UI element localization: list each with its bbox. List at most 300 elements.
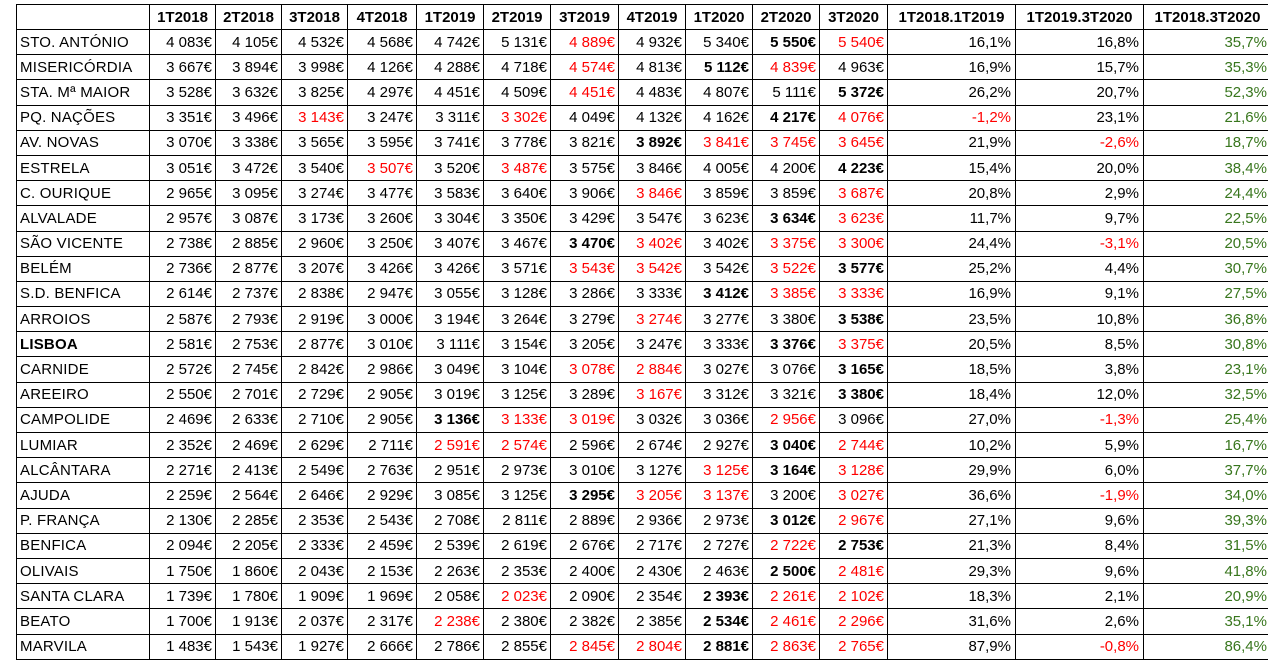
price-cell: 4 288€ bbox=[417, 55, 484, 80]
change-percent-cell: 24,4% bbox=[888, 231, 1016, 256]
price-cell: 2 543€ bbox=[348, 508, 417, 533]
price-cell: 2 459€ bbox=[348, 533, 417, 558]
price-cell: 4 200€ bbox=[753, 155, 820, 180]
price-cell: 2 352€ bbox=[150, 433, 216, 458]
price-cell: 3 125€ bbox=[484, 382, 551, 407]
change-percent-cell: 25,2% bbox=[888, 256, 1016, 281]
price-cell: 3 078€ bbox=[551, 357, 619, 382]
table-row bbox=[17, 634, 1268, 660]
change-percent-cell: 20,8% bbox=[888, 181, 1016, 206]
price-cell: 2 885€ bbox=[216, 231, 282, 256]
price-cell: 1 483€ bbox=[150, 634, 216, 660]
price-cell: 3 634€ bbox=[753, 206, 820, 231]
change-percent-cell: 12,0% bbox=[1016, 382, 1144, 407]
price-cell: 2 804€ bbox=[619, 634, 686, 660]
price-cell: 2 927€ bbox=[686, 433, 753, 458]
header-3t2019: 3T2019 bbox=[551, 5, 619, 30]
price-cell: 3 312€ bbox=[686, 382, 753, 407]
price-cell: 3 825€ bbox=[282, 80, 348, 105]
price-cell: 4 483€ bbox=[619, 80, 686, 105]
price-cell: 3 376€ bbox=[753, 332, 820, 357]
change-percent-cell: 2,1% bbox=[1016, 584, 1144, 609]
price-cell: 3 571€ bbox=[484, 256, 551, 281]
table-row bbox=[17, 206, 1268, 231]
header-1t2019: 1T2019 bbox=[417, 5, 484, 30]
price-cell: 2 534€ bbox=[686, 609, 753, 634]
price-cell: 3 200€ bbox=[753, 483, 820, 508]
price-cell: 2 094€ bbox=[150, 533, 216, 558]
change-percent-cell: 30,7% bbox=[1144, 256, 1268, 281]
price-cell: 3 467€ bbox=[484, 231, 551, 256]
price-cell: 3 375€ bbox=[753, 231, 820, 256]
price-cell: 3 496€ bbox=[216, 105, 282, 130]
parish-name-cell: AJUDA bbox=[17, 483, 150, 508]
price-cell: 2 986€ bbox=[348, 357, 417, 382]
price-cell: 2 881€ bbox=[686, 634, 753, 660]
price-cell: 2 905€ bbox=[348, 407, 417, 432]
price-cell: 3 528€ bbox=[150, 80, 216, 105]
price-cell: 4 083€ bbox=[150, 30, 216, 55]
change-percent-cell: 27,0% bbox=[888, 407, 1016, 432]
price-cell: 3 300€ bbox=[820, 231, 888, 256]
price-cell: 4 076€ bbox=[820, 105, 888, 130]
price-cell: 3 286€ bbox=[551, 281, 619, 306]
header-change-1t2018-1t2019: 1T2018.1T2019 bbox=[888, 5, 1016, 30]
price-cell: 2 633€ bbox=[216, 407, 282, 432]
price-cell: 3 380€ bbox=[820, 382, 888, 407]
change-percent-cell: 16,7% bbox=[1144, 433, 1268, 458]
price-cell: 3 019€ bbox=[417, 382, 484, 407]
change-percent-cell: 22,5% bbox=[1144, 206, 1268, 231]
price-cell: 3 128€ bbox=[820, 458, 888, 483]
price-cell: 3 127€ bbox=[619, 458, 686, 483]
table-row bbox=[17, 584, 1268, 609]
price-cell: 2 090€ bbox=[551, 584, 619, 609]
price-cell: 3 426€ bbox=[348, 256, 417, 281]
price-cell: 2 729€ bbox=[282, 382, 348, 407]
price-cell: 3 000€ bbox=[348, 307, 417, 332]
price-cell: 2 023€ bbox=[484, 584, 551, 609]
table-row bbox=[17, 256, 1268, 281]
price-cell: 3 302€ bbox=[484, 105, 551, 130]
price-cell: 4 574€ bbox=[551, 55, 619, 80]
header-4t2018: 4T2018 bbox=[348, 5, 417, 30]
price-cell: 2 285€ bbox=[216, 508, 282, 533]
table-row bbox=[17, 458, 1268, 483]
change-percent-cell: 36,6% bbox=[888, 483, 1016, 508]
price-cell: 2 957€ bbox=[150, 206, 216, 231]
header-corner bbox=[17, 5, 150, 30]
price-cell: 3 385€ bbox=[753, 281, 820, 306]
price-cell: 3 040€ bbox=[753, 433, 820, 458]
parish-name-cell: SÃO VICENTE bbox=[17, 231, 150, 256]
price-cell: 3 402€ bbox=[619, 231, 686, 256]
price-cell: 4 839€ bbox=[753, 55, 820, 80]
price-cell: 3 538€ bbox=[820, 307, 888, 332]
parish-name-cell: LISBOA bbox=[17, 332, 150, 357]
price-cell: 2 737€ bbox=[216, 281, 282, 306]
table-row bbox=[17, 533, 1268, 558]
price-cell: 4 126€ bbox=[348, 55, 417, 80]
change-percent-cell: 9,6% bbox=[1016, 508, 1144, 533]
price-cell: 3 027€ bbox=[820, 483, 888, 508]
price-cell: 3 821€ bbox=[551, 130, 619, 155]
price-cell: 2 838€ bbox=[282, 281, 348, 306]
table-row bbox=[17, 181, 1268, 206]
price-cell: 2 965€ bbox=[150, 181, 216, 206]
price-cell: 3 295€ bbox=[551, 483, 619, 508]
price-cell: 4 509€ bbox=[484, 80, 551, 105]
price-cell: 2 317€ bbox=[348, 609, 417, 634]
parish-name-cell: CAMPOLIDE bbox=[17, 407, 150, 432]
price-cell: 4 568€ bbox=[348, 30, 417, 55]
price-cell: 2 382€ bbox=[551, 609, 619, 634]
price-cell: 2 744€ bbox=[820, 433, 888, 458]
price-cell: 2 614€ bbox=[150, 281, 216, 306]
price-cell: 3 375€ bbox=[820, 332, 888, 357]
table-body bbox=[17, 30, 1268, 660]
change-percent-cell: 27,5% bbox=[1144, 281, 1268, 306]
price-cell: 1 913€ bbox=[216, 609, 282, 634]
price-cell: 2 877€ bbox=[282, 332, 348, 357]
price-cell: 2 701€ bbox=[216, 382, 282, 407]
price-cell: 2 333€ bbox=[282, 533, 348, 558]
table-row bbox=[17, 483, 1268, 508]
price-cell: 2 722€ bbox=[753, 533, 820, 558]
price-cell: 3 338€ bbox=[216, 130, 282, 155]
price-cell: 3 522€ bbox=[753, 256, 820, 281]
change-percent-cell: 86,4% bbox=[1144, 634, 1268, 660]
price-cell: 3 333€ bbox=[619, 281, 686, 306]
price-cell: 3 542€ bbox=[686, 256, 753, 281]
change-percent-cell: -0,8% bbox=[1016, 634, 1144, 660]
price-cell: 2 564€ bbox=[216, 483, 282, 508]
header-1t2018: 1T2018 bbox=[150, 5, 216, 30]
change-percent-cell: 23,5% bbox=[888, 307, 1016, 332]
change-percent-cell: 16,9% bbox=[888, 281, 1016, 306]
change-percent-cell: 2,9% bbox=[1016, 181, 1144, 206]
change-percent-cell: 18,4% bbox=[888, 382, 1016, 407]
change-percent-cell: 27,1% bbox=[888, 508, 1016, 533]
price-cell: 3 049€ bbox=[417, 357, 484, 382]
price-cell: 2 587€ bbox=[150, 307, 216, 332]
price-cell: 3 333€ bbox=[686, 332, 753, 357]
change-percent-cell: 87,9% bbox=[888, 634, 1016, 660]
table-row bbox=[17, 382, 1268, 407]
price-cell: 4 105€ bbox=[216, 30, 282, 55]
price-cell: 4 742€ bbox=[417, 30, 484, 55]
table-row bbox=[17, 30, 1268, 55]
change-percent-cell: 52,3% bbox=[1144, 80, 1268, 105]
price-cell: 2 259€ bbox=[150, 483, 216, 508]
price-cell: 3 351€ bbox=[150, 105, 216, 130]
change-percent-cell: -1,3% bbox=[1016, 407, 1144, 432]
table-row bbox=[17, 609, 1268, 634]
change-percent-cell: 18,3% bbox=[888, 584, 1016, 609]
price-cell: 3 741€ bbox=[417, 130, 484, 155]
price-cell: 2 973€ bbox=[484, 458, 551, 483]
change-percent-cell: -1,9% bbox=[1016, 483, 1144, 508]
price-cell: 2 786€ bbox=[417, 634, 484, 660]
price-cell: 3 477€ bbox=[348, 181, 417, 206]
price-cell: 3 205€ bbox=[619, 483, 686, 508]
price-cell: 2 863€ bbox=[753, 634, 820, 660]
header-2t2020: 2T2020 bbox=[753, 5, 820, 30]
price-cell: 3 274€ bbox=[282, 181, 348, 206]
table-row bbox=[17, 558, 1268, 583]
price-cell: 3 289€ bbox=[551, 382, 619, 407]
price-cell: 3 304€ bbox=[417, 206, 484, 231]
change-percent-cell: -3,1% bbox=[1016, 231, 1144, 256]
change-percent-cell: 10,2% bbox=[888, 433, 1016, 458]
header-change-1t2019-3t2020: 1T2019.3T2020 bbox=[1016, 5, 1144, 30]
price-cell: 2 745€ bbox=[216, 357, 282, 382]
table-row bbox=[17, 130, 1268, 155]
header-1t2020: 1T2020 bbox=[686, 5, 753, 30]
price-cell: 3 111€ bbox=[417, 332, 484, 357]
price-cell: 3 778€ bbox=[484, 130, 551, 155]
price-cell: 2 058€ bbox=[417, 584, 484, 609]
price-cell: 3 426€ bbox=[417, 256, 484, 281]
price-cell: 3 128€ bbox=[484, 281, 551, 306]
price-cell: 2 765€ bbox=[820, 634, 888, 660]
price-cell: 3 542€ bbox=[619, 256, 686, 281]
price-cell: 4 223€ bbox=[820, 155, 888, 180]
price-cell: 2 393€ bbox=[686, 584, 753, 609]
price-cell: 4 813€ bbox=[619, 55, 686, 80]
price-cell: 2 842€ bbox=[282, 357, 348, 382]
price-cell: 2 043€ bbox=[282, 558, 348, 583]
price-cell: 4 451€ bbox=[551, 80, 619, 105]
price-cell: 2 905€ bbox=[348, 382, 417, 407]
price-cell: 3 429€ bbox=[551, 206, 619, 231]
price-cell: 3 055€ bbox=[417, 281, 484, 306]
change-percent-cell: 10,8% bbox=[1016, 307, 1144, 332]
price-cell: 2 380€ bbox=[484, 609, 551, 634]
change-percent-cell: 38,4% bbox=[1144, 155, 1268, 180]
parish-name-cell: BENFICA bbox=[17, 533, 150, 558]
price-cell: 2 956€ bbox=[753, 407, 820, 432]
price-cell: 4 217€ bbox=[753, 105, 820, 130]
price-cell: 3 543€ bbox=[551, 256, 619, 281]
price-cell: 2 960€ bbox=[282, 231, 348, 256]
price-cell: 1 927€ bbox=[282, 634, 348, 660]
table-row bbox=[17, 231, 1268, 256]
change-percent-cell: 21,9% bbox=[888, 130, 1016, 155]
change-percent-cell: 29,9% bbox=[888, 458, 1016, 483]
table-row bbox=[17, 307, 1268, 332]
price-cell: 3 540€ bbox=[282, 155, 348, 180]
price-cell: 1 750€ bbox=[150, 558, 216, 583]
price-cell: 2 400€ bbox=[551, 558, 619, 583]
price-cell: 4 297€ bbox=[348, 80, 417, 105]
price-cell: 3 321€ bbox=[753, 382, 820, 407]
header-3t2018: 3T2018 bbox=[282, 5, 348, 30]
price-cell: 2 550€ bbox=[150, 382, 216, 407]
price-cell: 1 700€ bbox=[150, 609, 216, 634]
price-cell: 4 932€ bbox=[619, 30, 686, 55]
parish-name-cell: BELÉM bbox=[17, 256, 150, 281]
price-cell: 4 532€ bbox=[282, 30, 348, 55]
price-cell: 2 717€ bbox=[619, 533, 686, 558]
parish-name-cell: STA. Mª MAIOR bbox=[17, 80, 150, 105]
price-cell: 2 711€ bbox=[348, 433, 417, 458]
price-cell: 2 296€ bbox=[820, 609, 888, 634]
price-cell: 2 629€ bbox=[282, 433, 348, 458]
price-cell: 3 207€ bbox=[282, 256, 348, 281]
parish-name-cell: MISERICÓRDIA bbox=[17, 55, 150, 80]
price-cell: 2 710€ bbox=[282, 407, 348, 432]
price-cell: 2 884€ bbox=[619, 357, 686, 382]
table-row bbox=[17, 80, 1268, 105]
price-cell: 2 354€ bbox=[619, 584, 686, 609]
table-row bbox=[17, 508, 1268, 533]
price-cell: 2 430€ bbox=[619, 558, 686, 583]
price-cell: 2 936€ bbox=[619, 508, 686, 533]
price-cell: 5 550€ bbox=[753, 30, 820, 55]
change-percent-cell: 16,9% bbox=[888, 55, 1016, 80]
price-cell: 4 162€ bbox=[686, 105, 753, 130]
price-cell: 3 274€ bbox=[619, 307, 686, 332]
price-cell: 3 205€ bbox=[551, 332, 619, 357]
price-cell: 2 811€ bbox=[484, 508, 551, 533]
price-cell: 3 167€ bbox=[619, 382, 686, 407]
price-cell: 3 010€ bbox=[551, 458, 619, 483]
price-cell: 4 963€ bbox=[820, 55, 888, 80]
price-cell: 3 745€ bbox=[753, 130, 820, 155]
header-2t2018: 2T2018 bbox=[216, 5, 282, 30]
change-percent-cell: 30,8% bbox=[1144, 332, 1268, 357]
table-row bbox=[17, 407, 1268, 432]
change-percent-cell: 21,6% bbox=[1144, 105, 1268, 130]
price-cell: 2 666€ bbox=[348, 634, 417, 660]
price-cell: 2 037€ bbox=[282, 609, 348, 634]
parish-name-cell: OLIVAIS bbox=[17, 558, 150, 583]
price-cell: 3 125€ bbox=[484, 483, 551, 508]
change-percent-cell: 35,7% bbox=[1144, 30, 1268, 55]
price-cell: 3 194€ bbox=[417, 307, 484, 332]
change-percent-cell: 9,6% bbox=[1016, 558, 1144, 583]
price-cell: 2 708€ bbox=[417, 508, 484, 533]
parish-name-cell: SANTA CLARA bbox=[17, 584, 150, 609]
price-cell: 4 049€ bbox=[551, 105, 619, 130]
table-row bbox=[17, 155, 1268, 180]
header-row bbox=[17, 5, 1268, 30]
change-percent-cell: 5,9% bbox=[1016, 433, 1144, 458]
price-cell: 2 929€ bbox=[348, 483, 417, 508]
price-cell: 2 574€ bbox=[484, 433, 551, 458]
change-percent-cell: 24,4% bbox=[1144, 181, 1268, 206]
price-cell: 1 739€ bbox=[150, 584, 216, 609]
price-cell: 2 549€ bbox=[282, 458, 348, 483]
table-row bbox=[17, 105, 1268, 130]
price-cell: 3 311€ bbox=[417, 105, 484, 130]
price-cell: 2 102€ bbox=[820, 584, 888, 609]
price-cell: 3 894€ bbox=[216, 55, 282, 80]
change-percent-cell: 18,7% bbox=[1144, 130, 1268, 155]
parish-name-cell: ALCÂNTARA bbox=[17, 458, 150, 483]
parish-name-cell: S.D. BENFICA bbox=[17, 281, 150, 306]
price-cell: 3 575€ bbox=[551, 155, 619, 180]
price-cell: 2 674€ bbox=[619, 433, 686, 458]
price-cell: 2 263€ bbox=[417, 558, 484, 583]
price-cell: 2 385€ bbox=[619, 609, 686, 634]
price-cell: 2 738€ bbox=[150, 231, 216, 256]
price-cell: 2 951€ bbox=[417, 458, 484, 483]
price-cell: 3 260€ bbox=[348, 206, 417, 231]
price-cell: 3 547€ bbox=[619, 206, 686, 231]
price-cell: 2 877€ bbox=[216, 256, 282, 281]
price-cell: 4 889€ bbox=[551, 30, 619, 55]
parish-name-cell: C. OURIQUE bbox=[17, 181, 150, 206]
rent-price-table bbox=[16, 4, 1268, 660]
price-cell: 3 164€ bbox=[753, 458, 820, 483]
price-cell: 4 807€ bbox=[686, 80, 753, 105]
change-percent-cell: 31,6% bbox=[888, 609, 1016, 634]
change-percent-cell: 9,1% bbox=[1016, 281, 1144, 306]
change-percent-cell: 31,5% bbox=[1144, 533, 1268, 558]
change-percent-cell: 2,6% bbox=[1016, 609, 1144, 634]
price-cell: 4 005€ bbox=[686, 155, 753, 180]
price-cell: 5 131€ bbox=[484, 30, 551, 55]
change-percent-cell: -2,6% bbox=[1016, 130, 1144, 155]
price-cell: 3 333€ bbox=[820, 281, 888, 306]
price-cell: 2 130€ bbox=[150, 508, 216, 533]
price-cell: 3 472€ bbox=[216, 155, 282, 180]
price-cell: 1 543€ bbox=[216, 634, 282, 660]
change-percent-cell: 26,2% bbox=[888, 80, 1016, 105]
price-cell: 3 667€ bbox=[150, 55, 216, 80]
change-percent-cell: 29,3% bbox=[888, 558, 1016, 583]
price-cell: 2 353€ bbox=[484, 558, 551, 583]
price-cell: 2 481€ bbox=[820, 558, 888, 583]
price-cell: 2 205€ bbox=[216, 533, 282, 558]
parish-name-cell: MARVILA bbox=[17, 634, 150, 660]
change-percent-cell: 23,1% bbox=[1016, 105, 1144, 130]
price-cell: 3 507€ bbox=[348, 155, 417, 180]
price-cell: 3 104€ bbox=[484, 357, 551, 382]
price-cell: 2 855€ bbox=[484, 634, 551, 660]
price-cell: 3 645€ bbox=[820, 130, 888, 155]
table-row bbox=[17, 332, 1268, 357]
price-cell: 3 487€ bbox=[484, 155, 551, 180]
price-cell: 5 340€ bbox=[686, 30, 753, 55]
change-percent-cell: 36,8% bbox=[1144, 307, 1268, 332]
price-cell: 5 372€ bbox=[820, 80, 888, 105]
parish-name-cell: ARROIOS bbox=[17, 307, 150, 332]
parish-name-cell: CARNIDE bbox=[17, 357, 150, 382]
change-percent-cell: 35,3% bbox=[1144, 55, 1268, 80]
header-4t2019: 4T2019 bbox=[619, 5, 686, 30]
price-cell: 2 753€ bbox=[820, 533, 888, 558]
price-cell: 3 012€ bbox=[753, 508, 820, 533]
price-cell: 3 125€ bbox=[686, 458, 753, 483]
change-percent-cell: 35,1% bbox=[1144, 609, 1268, 634]
change-percent-cell: 20,5% bbox=[1144, 231, 1268, 256]
parish-name-cell: ESTRELA bbox=[17, 155, 150, 180]
change-percent-cell: 15,7% bbox=[1016, 55, 1144, 80]
price-cell: 2 676€ bbox=[551, 533, 619, 558]
change-percent-cell: 20,7% bbox=[1016, 80, 1144, 105]
price-cell: 3 264€ bbox=[484, 307, 551, 332]
price-cell: 5 111€ bbox=[753, 80, 820, 105]
price-cell: 3 998€ bbox=[282, 55, 348, 80]
price-cell: 3 402€ bbox=[686, 231, 753, 256]
table-row bbox=[17, 55, 1268, 80]
price-cell: 3 095€ bbox=[216, 181, 282, 206]
change-percent-cell: 15,4% bbox=[888, 155, 1016, 180]
change-percent-cell: 21,3% bbox=[888, 533, 1016, 558]
